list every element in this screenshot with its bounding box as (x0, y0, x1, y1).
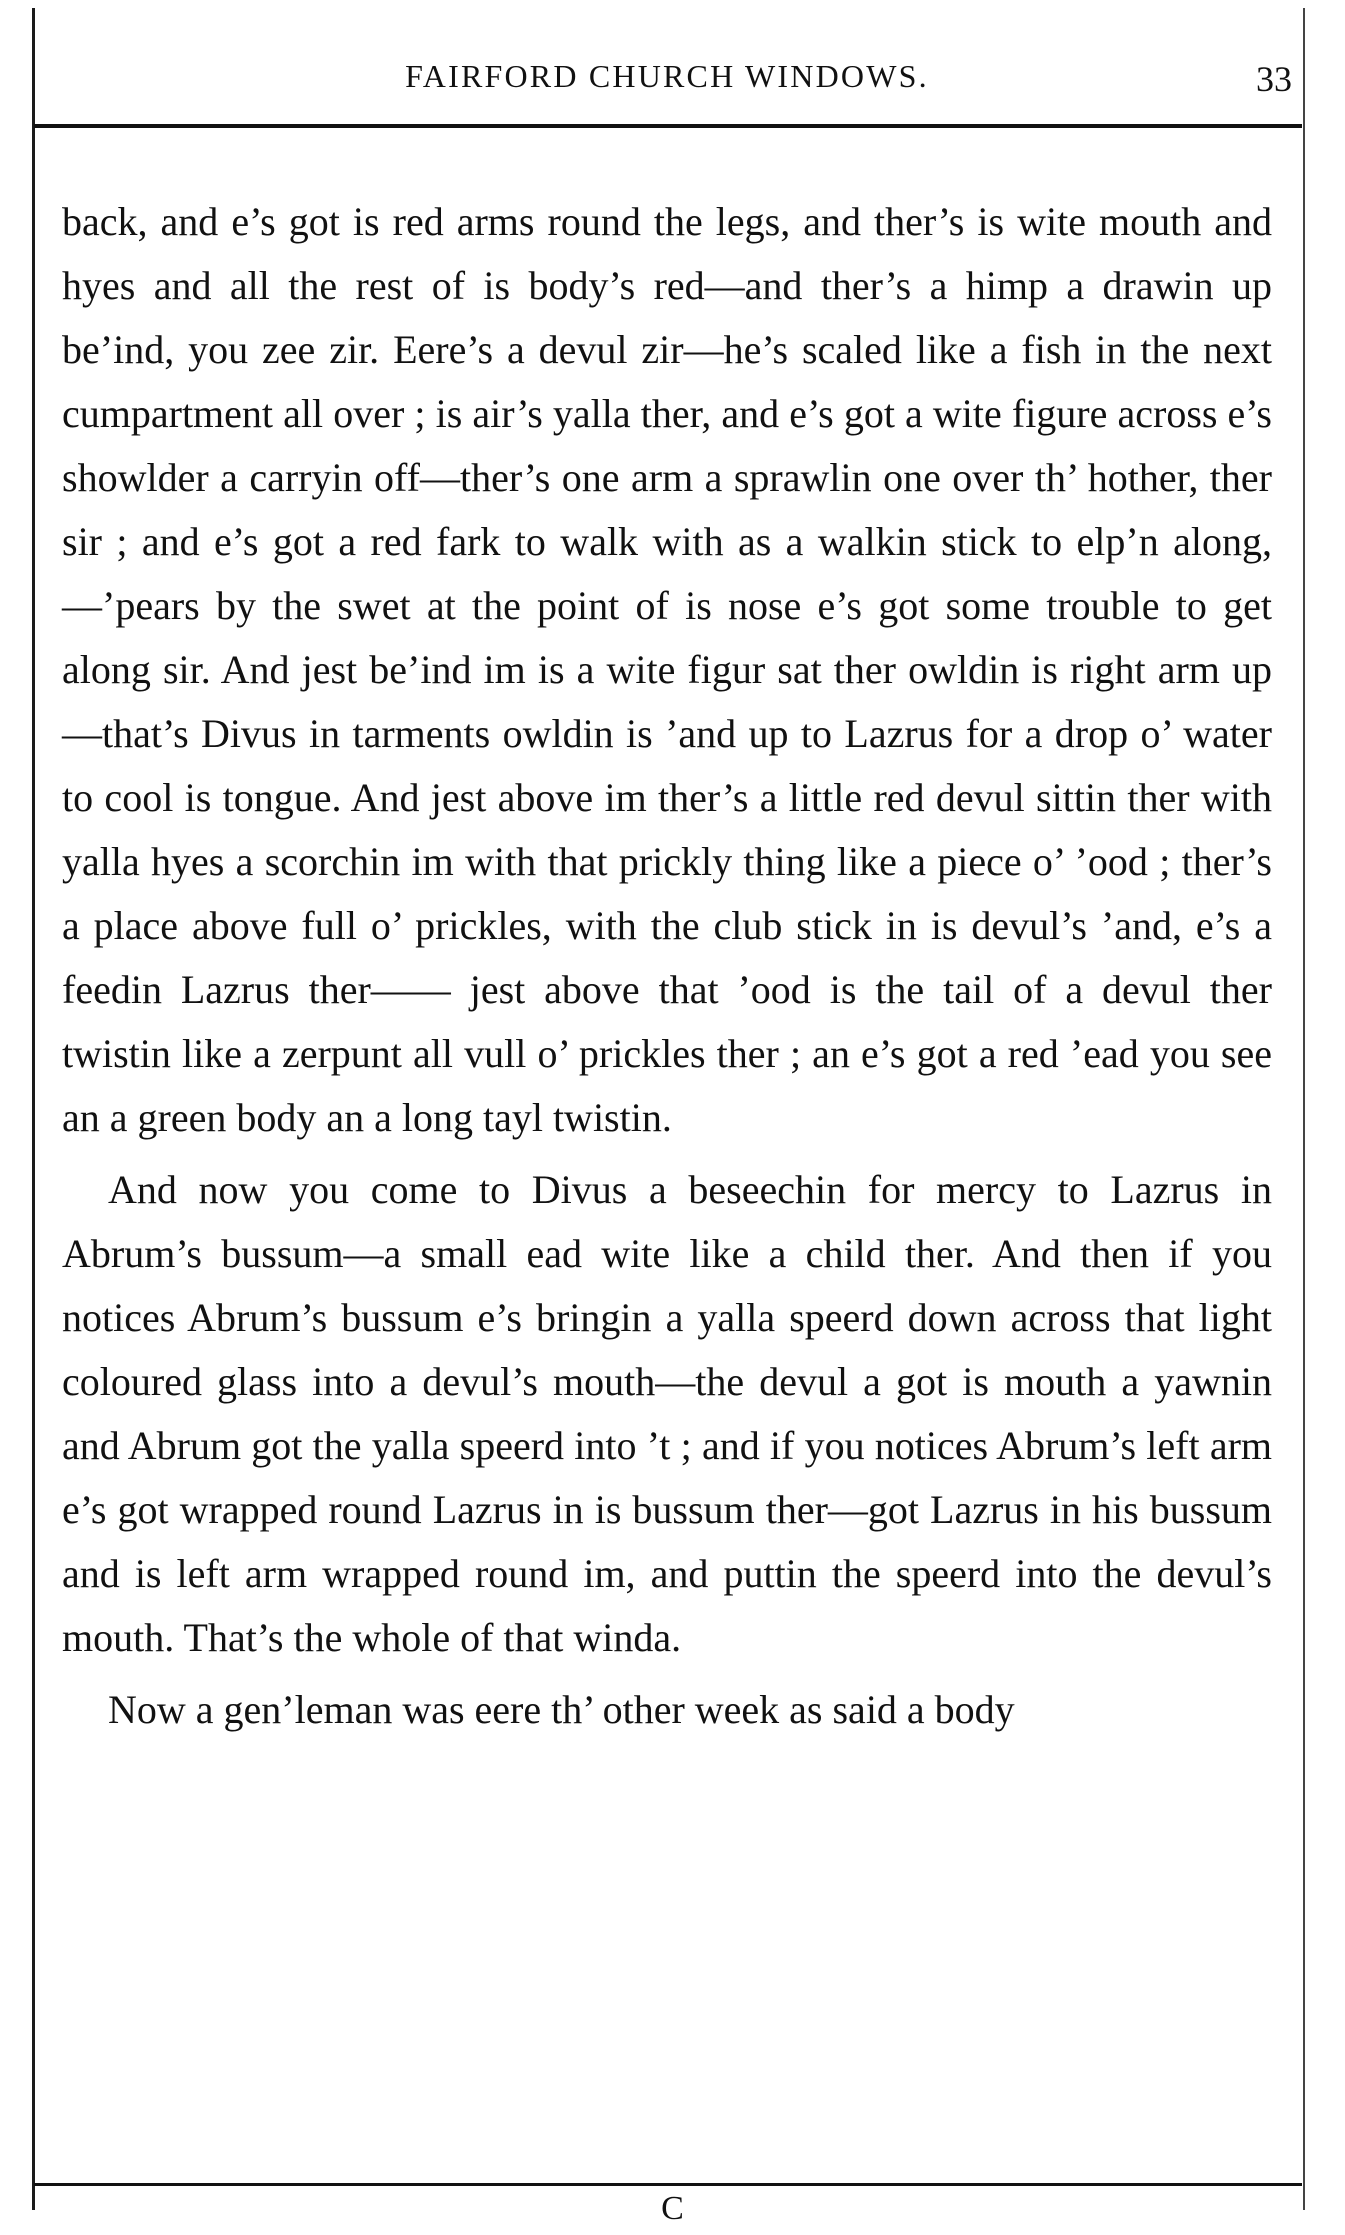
running-title: FAIRFORD CHURCH WINDOWS. (405, 58, 929, 94)
paragraph-2: And now you come to Divus a beseechin for mercy to Lazrus in Abrum’s bussum—a small ead wite like a child ther. And then if you notices Abrum’s bussum e’s bringin a yalla speerd down across that light coloured glass into a devul’s mouth—the devul a got is mouth a yawnin and Abrum got the yalla speerd into ’t ; and if you notices Abrum’s left arm e’s got wrapped round Lazrus in is bussum ther—got Lazrus in his bussum and is left arm wrapped round im, and puttin the speerd into the devul’s mouth. That’s the whole of that winda. (62, 1167, 1272, 1660)
page-number: 33 (1256, 59, 1292, 99)
paragraph-1: back, and e’s got is red arms round the legs, and ther’s is wite mouth and hyes and all the rest of is body’s red—and ther’s a himp a drawin up be’ind, you zee zir. Eere’s a devul zir—he’s scaled like a fish in the next cumpartment all over ; is air’s yalla ther, and e’s got a wite figure across e’s showlder a carryin off—ther’s one arm a sprawlin one over th’ hother, ther sir ; and e’s got a red fark to walk with as a walkin stick to elp’n along,—’pears by the swet at the point of is nose e’s got some trouble to get along sir. And jest be’ind im is a wite figur sat ther owldin is right arm up—that’s Divus in tarments owldin is ’and up to Lazrus for a drop o’ water to cool is tongue. And jest above im ther’s a little red devul sittin ther with yalla hyes a scorchin im with that prickly thing like a piece o’ ’ood ; ther’s a place above full o’ prickles, with the club stick in is devul’s ’and, e’s a feedin Lazrus ther—— jest above that ’ood is the tail of a devul ther twistin like a zerpunt all vull o’ prickles ther ; an e’s got a red ’ead you see an a green body an a long tayl twistin. (62, 199, 1272, 1140)
footer-rule (34, 2183, 1302, 2186)
signature-mark: C (661, 2190, 684, 2227)
running-head (32, 44, 1302, 124)
paragraph-3: Now a gen’leman was eere th’ other week as said a body (108, 1687, 1015, 1732)
body-text (62, 190, 1272, 1742)
header-rule (34, 124, 1302, 128)
